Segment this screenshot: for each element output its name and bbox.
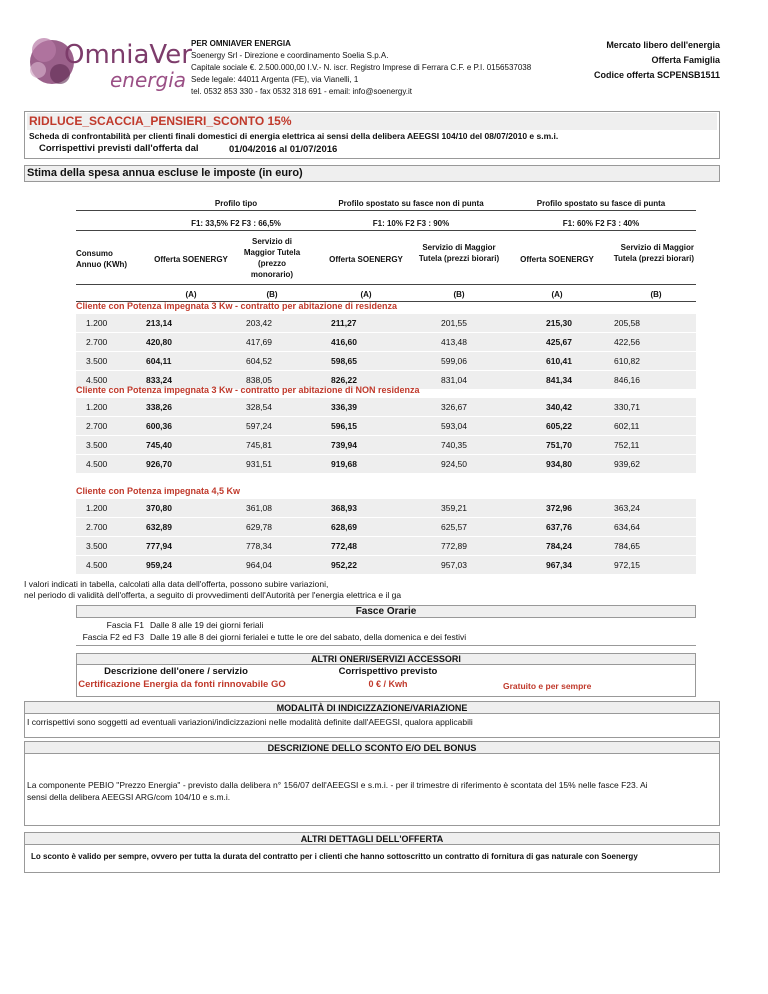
- value-cell: 363,24: [614, 503, 640, 513]
- value-cell: 784,65: [614, 541, 640, 551]
- company-line2: Soenergy Srl - Direzione e coordinamento Soelia S.p.A.: [191, 51, 389, 60]
- company-info: [191, 38, 581, 98]
- col-offerta-2: Offerta SOENERGY: [329, 255, 403, 264]
- group-title: Cliente con Potenza impegnata 4,5 Kw: [76, 486, 241, 496]
- comparison-table-header: [76, 198, 696, 306]
- indicizzazione-box: [24, 714, 720, 738]
- value-cell: 340,42: [546, 402, 572, 412]
- logo-text: OmniaVer: [64, 40, 192, 70]
- consumo-cell: 3.500: [86, 541, 108, 551]
- value-cell: 919,68: [331, 459, 357, 469]
- offer-period-label: Corrispettivi previsti dall'offerta dal: [39, 143, 199, 154]
- value-cell: 745,40: [146, 440, 172, 450]
- consumo-cell: 2.700: [86, 522, 108, 532]
- profile-split-1: F1: 33,5% F2 F3 : 66,5%: [191, 219, 281, 228]
- oneri-title-bar: [76, 653, 696, 665]
- value-cell: 604,52: [246, 356, 272, 366]
- value-cell: 610,41: [546, 356, 572, 366]
- consumo-header: Consumo Annuo (KWh): [76, 249, 128, 269]
- sconto-box: [24, 754, 720, 826]
- value-cell: 417,69: [246, 337, 272, 347]
- consumo-cell: 4.500: [86, 375, 108, 385]
- consumo-cell: 4.500: [86, 459, 108, 469]
- fasce-details: [76, 618, 696, 646]
- col-a-2: (A): [360, 290, 372, 299]
- oneri-title: ALTRI ONERI/SERVIZI ACCESSORI: [311, 654, 461, 664]
- offer-period-value: 01/04/2016 al 01/07/2016: [229, 144, 338, 155]
- value-cell: 772,48: [331, 541, 357, 551]
- profile-split-3: F1: 60% F2 F3 : 40%: [562, 219, 640, 228]
- value-cell: 605,22: [546, 421, 572, 431]
- dettagli-title-bar: [24, 832, 720, 845]
- profile-header-3: Profilo spostato su fasce di punta: [536, 199, 666, 208]
- value-cell: 632,89: [146, 522, 172, 532]
- fascia-f1-label: Fascia F1: [106, 620, 144, 630]
- fascia-f23-text: Dalle 19 alle 8 dei giorni ferialei e tutte le ore del sabato, della domenica e dei festivi: [150, 632, 467, 642]
- logo-subtext: energia: [110, 68, 187, 92]
- value-cell: 597,24: [246, 421, 272, 431]
- indicizzazione-title: MODALITÀ DI INDICIZZAZIONE/VARIAZIONE: [276, 703, 468, 713]
- value-cell: 213,14: [146, 318, 172, 328]
- value-cell: 201,55: [441, 318, 467, 328]
- offer-meta: [594, 38, 720, 83]
- estimate-title-box: [24, 165, 720, 182]
- oneri-item-price: 0 € / Kwh: [368, 679, 408, 689]
- profile-split-2: F1: 10% F2 F3 : 90%: [372, 219, 450, 228]
- oneri-item-name: Certificazione Energia da fonti rinnovabile GO: [78, 679, 286, 690]
- value-cell: 740,35: [441, 440, 467, 450]
- company-line4: Sede legale: 44011 Argenta (FE), via Vianelli, 1: [191, 75, 359, 84]
- fasce-title-bar: [76, 605, 696, 618]
- value-cell: 739,94: [331, 440, 357, 450]
- value-cell: 328,54: [246, 402, 272, 412]
- value-cell: 629,78: [246, 522, 272, 532]
- value-cell: 600,36: [146, 421, 172, 431]
- value-cell: 422,56: [614, 337, 640, 347]
- profile-header-1: Profilo tipo: [214, 199, 258, 208]
- fascia-f1-text: Dalle 8 alle 19 dei giorni feriali: [150, 620, 264, 630]
- value-cell: 637,76: [546, 522, 572, 532]
- value-cell: 338,26: [146, 402, 172, 412]
- consumo-cell: 2.700: [86, 337, 108, 347]
- value-cell: 833,24: [146, 375, 172, 385]
- col-servizio-2: Servizio di Maggior Tutela (prezzi biorari): [418, 243, 500, 263]
- value-cell: 361,08: [246, 503, 272, 513]
- profile-header-2: Profilo spostato su fasce non di punta: [338, 199, 484, 208]
- value-cell: 934,80: [546, 459, 572, 469]
- value-cell: 957,03: [441, 560, 467, 570]
- fasce-title: Fasce Orarie: [355, 606, 417, 617]
- value-cell: 846,16: [614, 375, 640, 385]
- value-cell: 967,34: [546, 560, 572, 570]
- value-cell: 330,71: [614, 402, 640, 412]
- oneri-item-note: Gratuito e per sempre: [503, 681, 592, 691]
- col-b-2: (B): [453, 290, 465, 299]
- indicizzazione-title-bar: [24, 701, 720, 714]
- col-servizio-3: Servizio di Maggior Tutela (prezzi biorari): [613, 243, 694, 263]
- consumo-cell: 4.500: [86, 560, 108, 570]
- offer-type: Offerta Famiglia: [651, 55, 720, 65]
- value-cell: 831,04: [441, 375, 467, 385]
- company-line5: tel. 0532 853 330 - fax 0532 318 691 - email: info@soenergy.it: [191, 87, 413, 96]
- dettagli-box: [24, 845, 720, 873]
- value-cell: 593,04: [441, 421, 467, 431]
- value-cell: 205,58: [614, 318, 640, 328]
- value-cell: 841,34: [546, 375, 572, 385]
- indicizzazione-text: I corrispettivi sono soggetti ad eventuali variazioni/indicizzazioni nelle modalità definite dall'AEEGSI, qualora applicabili: [27, 717, 473, 727]
- value-cell: 416,60: [331, 337, 357, 347]
- consumo-cell: 1.200: [86, 503, 108, 513]
- market-label: Mercato libero dell'energia: [606, 40, 720, 50]
- col-b-3: (B): [650, 290, 662, 299]
- value-cell: 784,24: [546, 541, 572, 551]
- value-cell: 952,22: [331, 560, 357, 570]
- value-cell: 211,27: [331, 318, 357, 328]
- value-cell: 964,04: [246, 560, 272, 570]
- oneri-col2-header: Corrispettivo previsto: [338, 666, 438, 677]
- col-a-1: (A): [185, 290, 197, 299]
- estimate-title: Stima della spesa annua escluse le imposte (in euro): [27, 167, 303, 179]
- note-line-2: nel periodo di validità dell'offerta, a seguito di provvedimenti dell'Autorità per l'energia elettrica e il ga: [24, 590, 402, 600]
- value-cell: 838,05: [246, 375, 272, 385]
- col-servizio-1: Servizio di Maggior Tutela (prezzo monorario): [243, 237, 301, 279]
- value-cell: 752,11: [614, 440, 640, 450]
- note-line-1: I valori indicati in tabella, calcolati alla data dell'offerta, possono subire variazioni,: [24, 579, 329, 589]
- value-cell: 596,15: [331, 421, 357, 431]
- consumo-cell: 1.200: [86, 318, 108, 328]
- value-cell: 359,21: [441, 503, 467, 513]
- offer-name: RIDLUCE_SCACCIA_PENSIERI_SCONTO 15%: [27, 113, 717, 130]
- value-cell: 959,24: [146, 560, 172, 570]
- values-note: [24, 579, 401, 601]
- value-cell: 610,82: [614, 356, 640, 366]
- company-logo: [24, 28, 192, 92]
- value-cell: 368,93: [331, 503, 357, 513]
- value-cell: 413,48: [441, 337, 467, 347]
- value-cell: 203,42: [246, 318, 272, 328]
- col-b-1: (B): [266, 290, 278, 299]
- consumo-cell: 1.200: [86, 402, 108, 412]
- value-cell: 939,62: [614, 459, 640, 469]
- consumo-cell: 2.700: [86, 421, 108, 431]
- sconto-title-bar: [24, 741, 720, 754]
- value-cell: 924,50: [441, 459, 467, 469]
- value-cell: 336,39: [331, 402, 357, 412]
- value-cell: 926,70: [146, 459, 172, 469]
- value-cell: 972,15: [614, 560, 640, 570]
- value-cell: 372,96: [546, 503, 572, 513]
- value-cell: 745,81: [246, 440, 272, 450]
- value-cell: 604,11: [146, 356, 172, 366]
- col-offerta-3: Offerta SOENERGY: [520, 255, 594, 264]
- value-cell: 931,51: [246, 459, 272, 469]
- col-a-3: (A): [551, 290, 563, 299]
- value-cell: 425,67: [546, 337, 572, 347]
- value-cell: 751,70: [546, 440, 572, 450]
- sconto-text-line-2: sensi della delibera AEEGSI ARG/com 104/10 e s.m.i.: [27, 792, 231, 802]
- value-cell: 215,30: [546, 318, 572, 328]
- value-cell: 777,94: [146, 541, 172, 551]
- value-cell: 326,67: [441, 402, 467, 412]
- group-title: Cliente con Potenza impegnata 3 Kw - contratto per abitazione di residenza: [76, 301, 398, 311]
- value-cell: 602,11: [614, 421, 640, 431]
- value-cell: 772,89: [441, 541, 467, 551]
- offer-subtitle: Scheda di confrontabilità per clienti finali domestici di energia elettrica ai sensi della delibera AEEGSI 104/10 del 08/07/2010 e s.m.i.: [29, 131, 559, 141]
- value-cell: 598,65: [331, 356, 357, 366]
- consumo-cell: 3.500: [86, 440, 108, 450]
- consumo-cell: 3.500: [86, 356, 108, 366]
- company-line3: Capitale sociale €. 2.500.000,00 I.V.- N. iscr. Registro Imprese di Ferrara C.F. e P.I. 0156537038: [191, 63, 532, 72]
- value-cell: 778,34: [246, 541, 272, 551]
- dettagli-text: Lo sconto è valido per sempre, ovvero per tutta la durata del contratto per i clienti che hanno sottoscritto un contratto di fornitura di gas naturale con Soenergy: [31, 852, 638, 861]
- value-cell: 625,57: [441, 522, 467, 532]
- value-cell: 370,80: [146, 503, 172, 513]
- offer-code: Codice offerta SCPENSB1511: [593, 70, 720, 80]
- fascia-f23-label: Fascia F2 ed F3: [82, 632, 144, 642]
- group-title: Cliente con Potenza impegnata 3 Kw - contratto per abitazione di NON residenza: [76, 385, 420, 395]
- dettagli-title: ALTRI DETTAGLI DELL'OFFERTA: [300, 834, 444, 844]
- value-cell: 826,22: [331, 375, 357, 385]
- sconto-text-line-1: La componente PEBIO "Prezzo Energia" - previsto dalla delibera n° 156/07 dell'AEEGSI e s.m.i. - per il trimestre di riferimento è scontata del 15% nelle fasce F23. Ai: [27, 780, 648, 790]
- value-cell: 634,64: [614, 522, 640, 532]
- oneri-col1-header: Descrizione dell'onere / servizio: [104, 666, 248, 677]
- col-offerta-1: Offerta SOENERGY: [154, 255, 228, 264]
- value-cell: 599,06: [441, 356, 467, 366]
- sconto-title: DESCRIZIONE DELLO SCONTO E/O DEL BONUS: [267, 743, 477, 753]
- value-cell: 420,80: [146, 337, 172, 347]
- offer-title-box: [24, 111, 720, 159]
- company-line1: PER OMNIAVER ENERGIA: [191, 39, 291, 48]
- value-cell: 628,69: [331, 522, 357, 532]
- oneri-box: [76, 665, 696, 697]
